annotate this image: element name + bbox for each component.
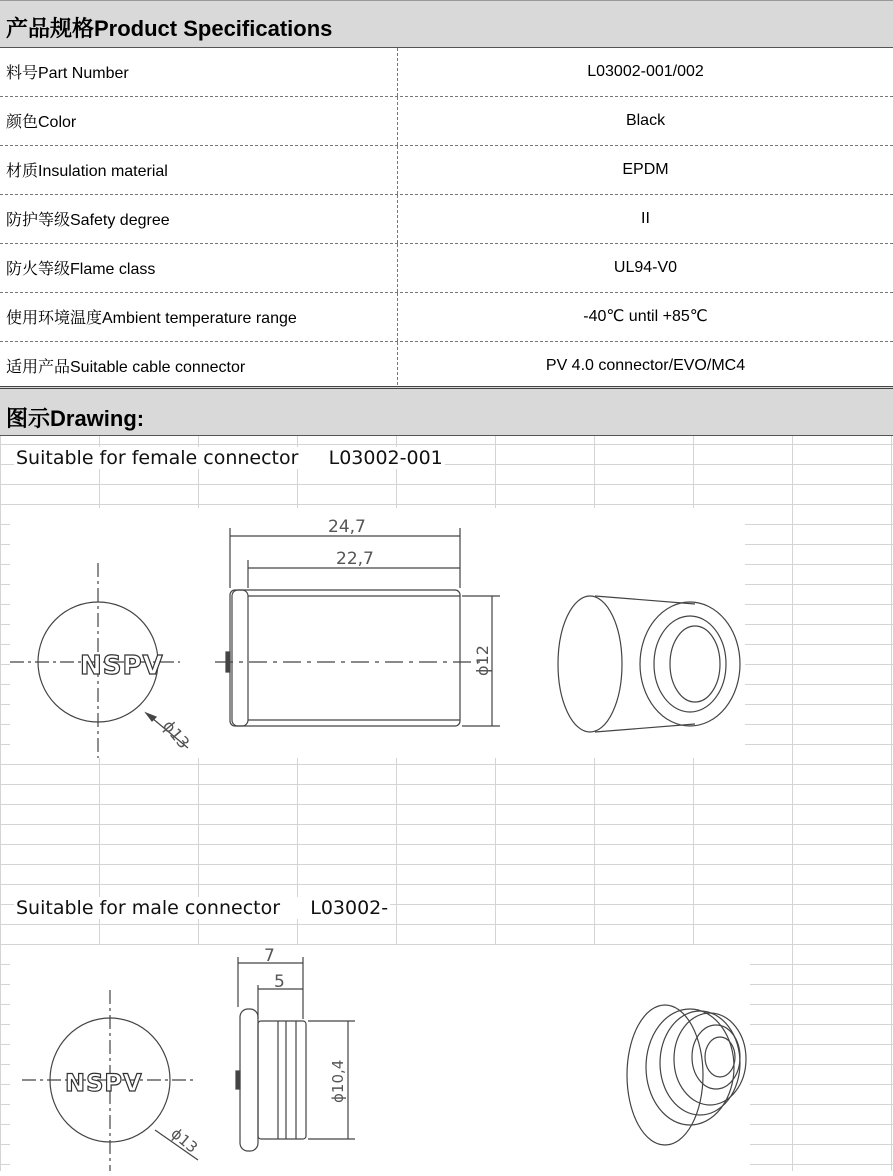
male-iso-view bbox=[627, 1005, 746, 1145]
male-side-view bbox=[236, 957, 355, 1151]
female-dim-face: ϕ13 bbox=[158, 716, 194, 753]
spec-value: PV 4.0 connector/EVO/MC4 bbox=[545, 357, 746, 374]
spec-row-part-number bbox=[0, 48, 893, 97]
spec-value: EPDM bbox=[622, 161, 669, 178]
drawing-header-title: 图示Drawing: bbox=[6, 406, 145, 431]
spec-row-color bbox=[0, 97, 893, 146]
spec-label: 颜色Color bbox=[6, 114, 77, 131]
male-caption: Suitable for male connector L03002- bbox=[16, 897, 389, 919]
spec-label: 防护等级Safety degree bbox=[6, 212, 170, 229]
spec-row-safety bbox=[0, 195, 893, 244]
spec-label: 防火等级Flame class bbox=[6, 261, 156, 278]
male-drawing bbox=[10, 945, 750, 1171]
spec-row-flame bbox=[0, 244, 893, 293]
female-logo: NSPV bbox=[80, 651, 164, 681]
spec-value: L03002-001/002 bbox=[587, 63, 704, 80]
female-caption: Suitable for female connector L03002-001 bbox=[16, 447, 443, 469]
spec-label: 料号Part Number bbox=[6, 65, 129, 82]
spec-label: 材质Insulation material bbox=[6, 163, 168, 180]
male-dim-face: ϕ13 bbox=[167, 1124, 202, 1157]
female-iso-view bbox=[558, 596, 740, 732]
female-dim-diameter: ϕ12 bbox=[473, 645, 492, 676]
spec-value: Black bbox=[625, 112, 666, 129]
spec-row-material bbox=[0, 146, 893, 195]
spec-label: 适用产品Suitable cable connector bbox=[6, 359, 246, 376]
female-drawing-svg bbox=[10, 508, 745, 758]
male-dim-diameter: ϕ10,4 bbox=[329, 1059, 347, 1103]
female-dim-inner: 22,7 bbox=[336, 549, 374, 569]
drawing-header bbox=[0, 386, 893, 436]
spec-value: UL94-V0 bbox=[613, 259, 678, 276]
spec-row-temperature bbox=[0, 293, 893, 342]
specs-header-title: 产品规格Product Specifications bbox=[6, 16, 333, 41]
spec-label: 使用环境温度Ambient temperature range bbox=[6, 310, 297, 327]
male-dim-total: 7 bbox=[264, 946, 275, 966]
female-drawing bbox=[10, 508, 745, 758]
spec-value: -40℃ until +85℃ bbox=[583, 308, 708, 325]
female-dim-total: 24,7 bbox=[328, 517, 366, 537]
male-drawing-svg bbox=[10, 945, 750, 1171]
spec-row-connector bbox=[0, 342, 893, 391]
spec-value: II bbox=[641, 210, 650, 227]
male-logo: NSPV bbox=[65, 1069, 143, 1097]
male-dim-inner: 5 bbox=[274, 972, 285, 992]
specs-header bbox=[0, 0, 893, 48]
